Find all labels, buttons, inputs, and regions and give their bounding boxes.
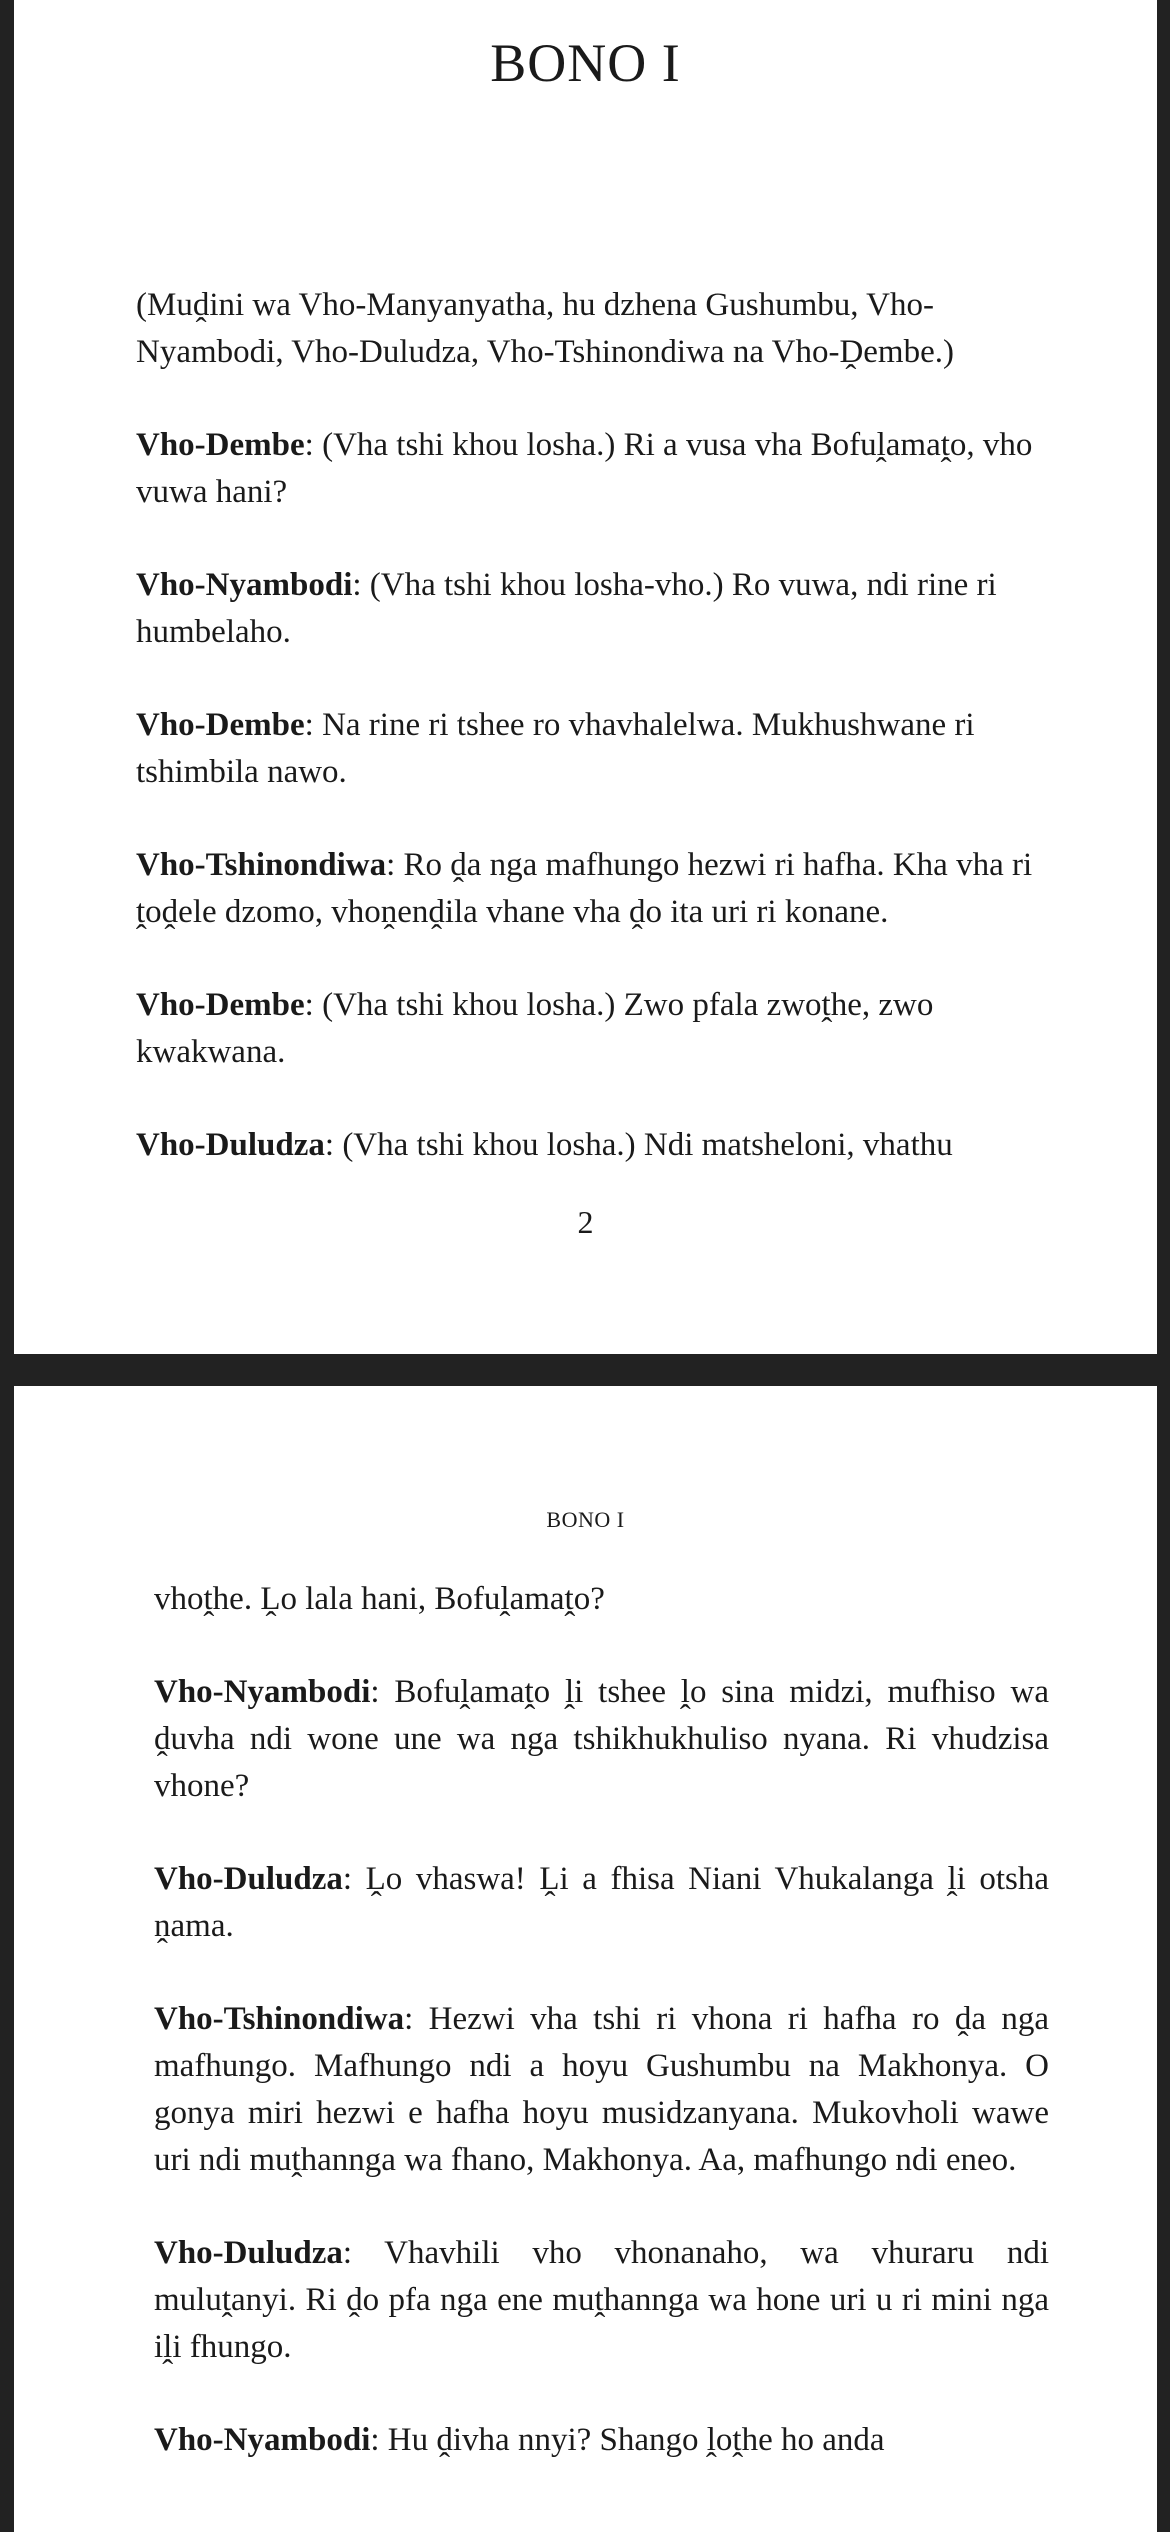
line-text: (Vha tshi khou losha-vho.) Ro vuwa, ndi rine ri humbelaho. (136, 567, 997, 650)
speaker-name: Vho-Nyambodi (154, 2422, 371, 2458)
chapter-title: BONO I (490, 33, 681, 93)
line-text: Bofuḽamaṱo ḽi tshee ḽo sina midzi, mufhiso wa ḓuvha ndi wone une wa nga tshikhukhuliso nyana. Ri vhudzisa vhone? (154, 1674, 1049, 1804)
speaker-colon: : (404, 2001, 414, 2037)
speaker-colon: : (304, 987, 314, 1023)
speaker-name: Vho-Tshinondiwa (136, 847, 387, 883)
dialogue-line (136, 842, 1036, 936)
page-2-text (154, 1576, 1049, 2510)
speaker-colon: : (342, 2235, 353, 2271)
dialogue-line (136, 422, 1036, 516)
speaker-colon: : (304, 427, 314, 463)
line-text: Hu ḓivha nnyi? Shango ḽoṱhe ho anda (379, 2422, 885, 2458)
dialogue-line (154, 2230, 1049, 2371)
speaker-colon: : (370, 2422, 380, 2458)
speaker-colon: : (370, 1674, 380, 1710)
page-1-text (136, 282, 1036, 1215)
line-text: Na rine ri tshee ro vhavhalelwa. Mukhushwane ri tshimbila nawo. (136, 707, 975, 790)
speaker-colon: : (386, 847, 396, 883)
stage-direction (136, 282, 1036, 376)
speaker-name: Vho-Dembe (136, 707, 305, 743)
line-text: vhoṱhe. Ḽo lala hani, Bofuḽamaṱo? (154, 1581, 605, 1617)
dialogue-line (136, 562, 1036, 656)
speaker-colon: : (342, 1861, 353, 1897)
line-text: Ro ḓa nga mafhungo hezwi ri hafha. Kha vha ri ṱoḓele dzomo, vhoṋenḓila vhane vha ḓo ita uri ri konane. (136, 847, 1033, 930)
speaker-name: Vho-Duludza (154, 2235, 343, 2271)
line-text: (Vha tshi khou losha.) Zwo pfala zwoṱhe, zwo kwakwana. (136, 987, 934, 1070)
speaker-colon: : (352, 567, 362, 603)
page-1 (14, 0, 1157, 1354)
dialogue-line (154, 1669, 1049, 1810)
dialogue-line (136, 702, 1036, 796)
page-number: 2 (577, 1204, 594, 1240)
speaker-name: Vho-Dembe (136, 427, 305, 463)
dialogue-line (154, 2417, 1049, 2464)
speaker-name: Vho-Nyambodi (136, 567, 353, 603)
line-text: Ḽo vhaswa! Ḽi a fhisa Niani Vhukalanga ḽi otsha ṋama. (154, 1861, 1049, 1944)
speaker-colon: : (324, 1127, 335, 1163)
line-text: (Muḓini wa Vho-Manyanyatha, hu dzhena Gushumbu, Vho-Nyambodi, Vho-Duludza, Vho-Tshinondiwa na Vho-Ḓembe.) (136, 287, 954, 370)
page-2 (14, 1386, 1157, 2532)
dialogue-line (154, 1996, 1049, 2184)
line-text: Hezwi vha tshi ri vhona ri hafha ro ḓa nga mafhungo. Mafhungo ndi a hoyu Gushumbu na Makhonya. O gonya miri hezwi e hafha hoyu musidzanyana. Mukovholi wawe uri ndi muṱhannga wa fhano, Makhonya. Aa, mafhungo ndi eneo. (154, 2001, 1049, 2178)
speaker-name: Vho-Nyambodi (154, 1674, 371, 1710)
running-head: BONO I (546, 1507, 625, 1532)
speaker-name: Vho-Dembe (136, 987, 305, 1023)
dialogue-line (154, 1856, 1049, 1950)
speaker-colon: : (304, 707, 314, 743)
dialogue-line (136, 982, 1036, 1076)
speaker-name: Vho-Duludza (136, 1127, 325, 1163)
speaker-name: Vho-Duludza (154, 1861, 343, 1897)
continued-line (154, 1576, 1049, 1623)
line-text: (Vha tshi khou losha.) Ndi matsheloni, vhathu (334, 1127, 953, 1163)
line-text: (Vha tshi khou losha.) Ri a vusa vha Bofuḽamaṱo, vho vuwa hani? (136, 427, 1033, 510)
line-text: Vhavhili vho vhonanaho, wa vhuraru ndi muluṱanyi. Ri ḓo pfa nga ene muṱhannga wa hone uri u ri mini nga iḽi fhungo. (154, 2235, 1049, 2365)
speaker-name: Vho-Tshinondiwa (154, 2001, 405, 2037)
dialogue-line (136, 1122, 1036, 1169)
